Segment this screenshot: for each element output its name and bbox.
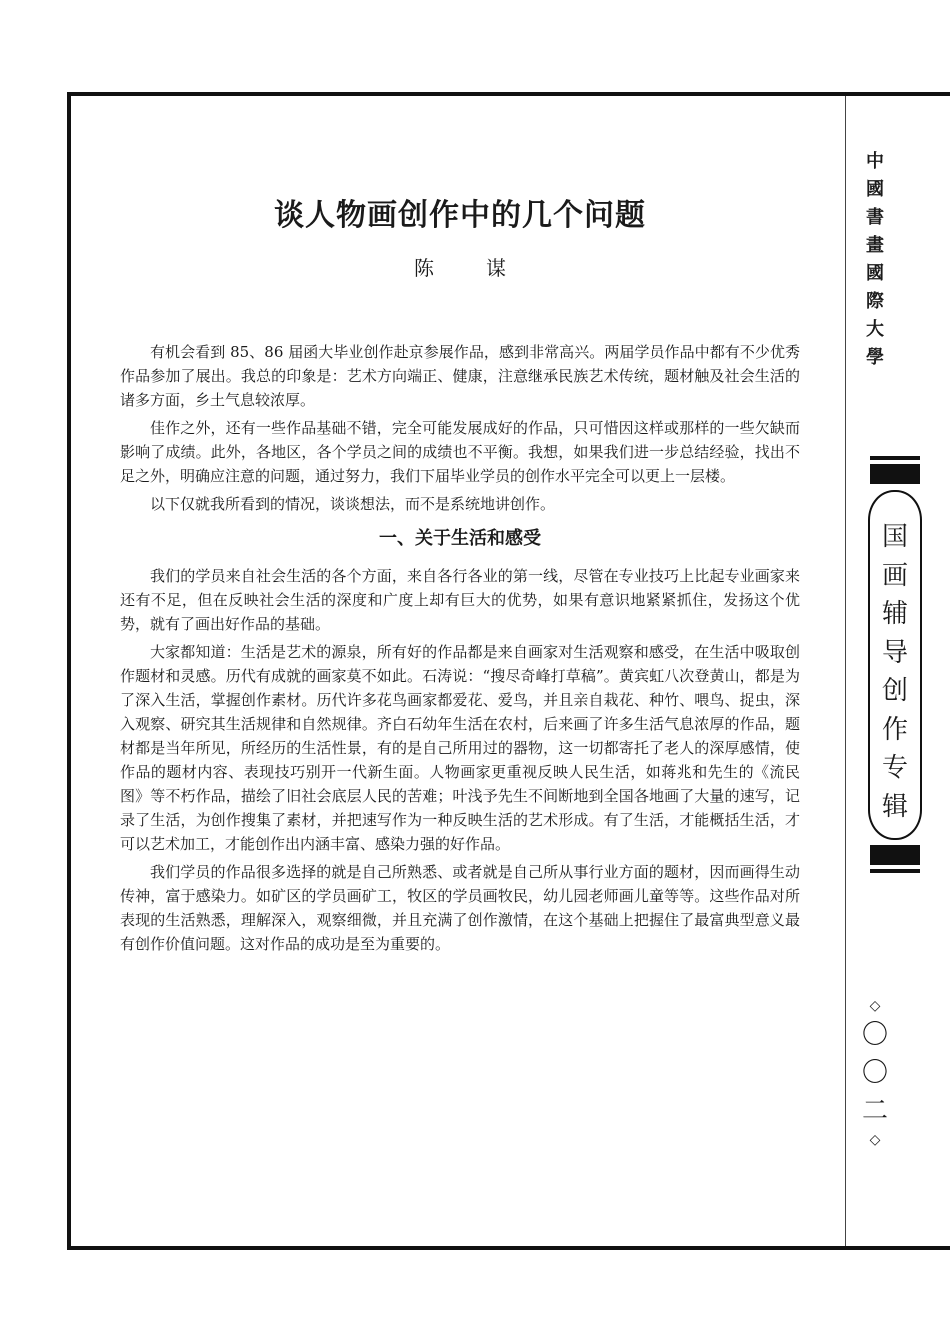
diamond-ornament: ◇ — [869, 998, 881, 1014]
article-author — [100, 252, 820, 281]
series-band-top — [870, 456, 920, 484]
series-char: 专 — [881, 753, 908, 783]
series-char: 辑 — [881, 791, 908, 822]
page-number — [858, 996, 892, 1150]
university-char: 際 — [866, 291, 884, 312]
university-name — [860, 148, 890, 372]
page-digit: 二 — [861, 1096, 888, 1126]
paragraph: 佳作之外，还有一些作品基础不错，完全可能发展成好的作品，只可惜因这样或那样的一些欠缺而影响了成绩。此外，各地区，各个学员之间的成绩也不平衡。我想，如果我们进一步总结经验，找出不足之外，明确应注意的问题，通过努力，我们下届毕业学员的创作水平完全可以更上一层楼。 — [120, 419, 800, 485]
university-char: 大 — [866, 319, 884, 340]
margin-divider — [845, 96, 846, 1246]
series-char: 画 — [881, 560, 908, 591]
article-title: 谈人物画创作中的几个问题 — [274, 198, 646, 233]
series-char: 国 — [881, 522, 908, 552]
series-char: 辅 — [881, 599, 908, 629]
series-char: 作 — [881, 714, 908, 745]
paragraph: 以下仅就我所看到的情况，谈谈想法，而不是系统地讲创作。 — [150, 495, 556, 513]
university-char: 畫 — [866, 235, 884, 256]
university-char: 國 — [866, 263, 884, 284]
author-char: 谋 — [486, 256, 506, 280]
section-heading: 一、关于生活和感受 — [379, 528, 541, 549]
university-char: 國 — [866, 179, 884, 200]
university-char: 學 — [866, 347, 884, 368]
paragraph: 有机会看到 85、86 届函大毕业创作赴京参展作品，感到非常高兴。两届学员作品中都有不少优秀作品参加了展出。我总的印象是：艺术方向端正、健康，注意继承民族艺术传统，题材触及社会生活的诸多方面，乡土气息较浓厚。 — [120, 343, 800, 409]
diamond-ornament: ◇ — [869, 1132, 881, 1148]
paragraph: 大家都知道：生活是艺术的源泉，所有好的作品都是来自画家对生活观察和感受，在生活中吸取创作题材和灵感。历代有成就的画家莫不如此。石涛说：“搜尽奇峰打草稿”。黄宾虹八次登黄山，都是为了深入生活，掌握创作素材。历代许多花鸟画家都爱花、爱鸟，并且亲自栽花、种竹、喂鸟、捉虫，深入观察、研究其生活规律和自然规律。齐白石幼年生活在农村，后来画了许多生活气息浓厚的作品，题材都是当年所见，所经历的生活性景，有的是自己所用过的器物，这一切都寄托了老人的深厚感情，使作品的题材内容、表现技巧别开一代新生面。人物画家更重视反映人民生活，如蒋兆和先生的《流民图》等不朽作品，描绘了旧社会底层人民的苦难；叶浅予先生不间断地到全国各地画了大量的速写，记录了生活，为创作搜集了素材，并把速写作为一种反映生活的艺术形成。有了生活，才能概括生活，才可以艺术加工，才能创作出内涵丰富、感染力强的好作品。 — [120, 643, 800, 853]
series-band-bottom — [870, 845, 920, 873]
author-char: 陈 — [414, 256, 434, 280]
paragraph: 我们学员的作品很多选择的就是自己所熟悉、或者就是自己所从事行业方面的题材，因而画得生动传神，富于感染力。如矿区的学员画矿工，牧区的学员画牧民，幼儿园老师画儿童等等。这些作品对所表现的生活熟悉，理解深入，观察细微，并且充满了创作激情，在这个基础上把握住了最富典型意义最有创作价值问题。这对作品的成功是至为重要的。 — [120, 863, 800, 953]
article-body — [120, 340, 800, 956]
page-digit: 〇 — [861, 1058, 888, 1088]
series-char: 导 — [881, 637, 908, 668]
university-char: 中 — [866, 151, 884, 172]
series-label — [868, 518, 922, 826]
series-char: 创 — [881, 676, 908, 706]
page-digit: 〇 — [861, 1020, 888, 1050]
paragraph: 我们的学员来自社会生活的各个方面，来自各行各业的第一线，尽管在专业技巧上比起专业画家来还有不足，但在反映社会生活的深度和广度上却有巨大的优势，如果有意识地紧紧抓住，发扬这个优势，就有了画出好作品的基础。 — [120, 567, 800, 633]
university-char: 書 — [866, 207, 884, 228]
